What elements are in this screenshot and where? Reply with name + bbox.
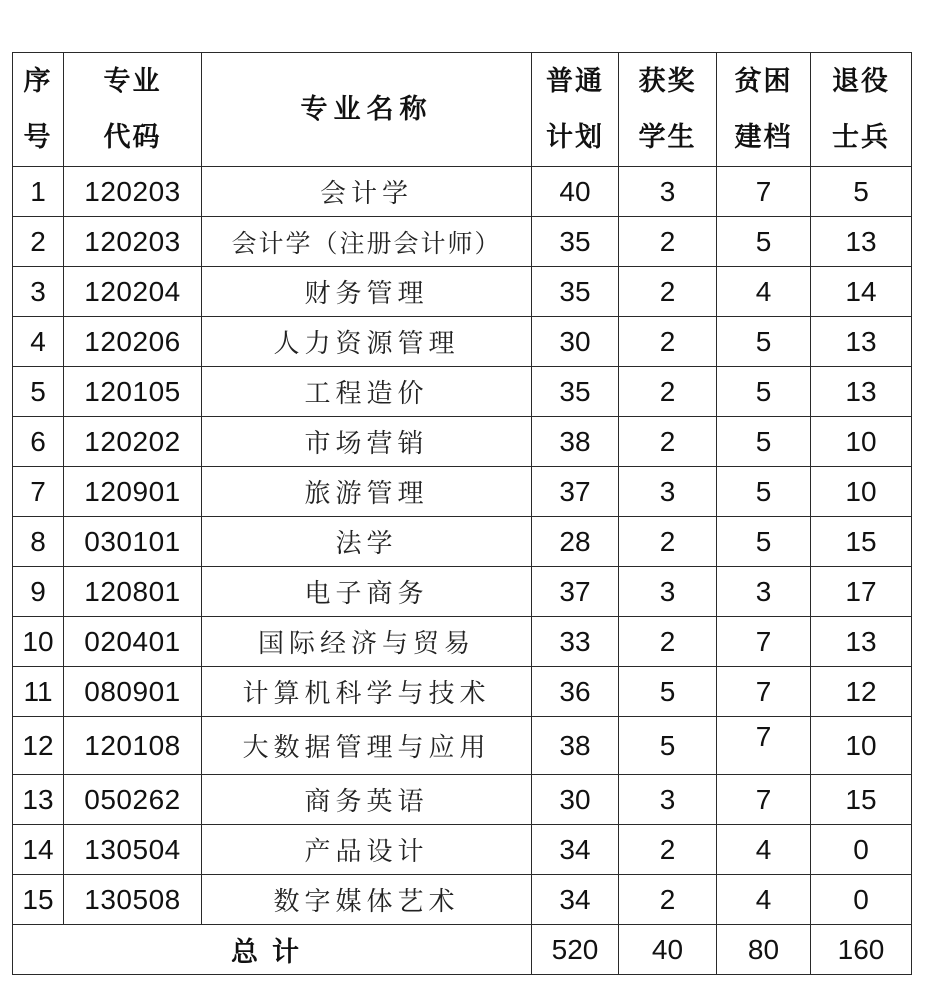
row-major-name: 法学 [202,517,532,567]
row-major-name: 工程造价 [202,367,532,417]
row-award-students: 3 [619,167,717,217]
table-row [13,567,912,617]
row-regular-plan: 35 [532,267,619,317]
header-veterans: 退役 士兵 [811,53,912,167]
total-poverty-registered: 80 [717,925,811,975]
row-regular-plan: 35 [532,217,619,267]
row-seq: 14 [13,825,64,875]
row-seq: 10 [13,617,64,667]
enrollment-plan-table [12,52,912,975]
table-row [13,875,912,925]
row-veterans: 10 [811,417,912,467]
row-veterans: 13 [811,367,912,417]
header-poverty-registered: 贫困 建档 [717,53,811,167]
row-veterans: 0 [811,825,912,875]
row-poverty-registered: 5 [717,367,811,417]
row-award-students: 3 [619,567,717,617]
row-award-students: 3 [619,467,717,517]
row-seq: 11 [13,667,64,717]
row-seq: 7 [13,467,64,517]
table-row [13,467,912,517]
row-poverty-registered: 5 [717,217,811,267]
row-poverty-registered: 5 [717,317,811,367]
table-row [13,517,912,567]
row-regular-plan: 30 [532,775,619,825]
table-row [13,267,912,317]
row-code: 130508 [64,875,202,925]
row-veterans: 14 [811,267,912,317]
row-code: 120901 [64,467,202,517]
header-name: 专业名称 [202,53,532,167]
row-poverty-registered: 3 [717,567,811,617]
row-major-name: 人力资源管理 [202,317,532,367]
total-veterans: 160 [811,925,912,975]
row-regular-plan: 40 [532,167,619,217]
row-regular-plan: 37 [532,467,619,517]
row-code: 120108 [64,717,202,775]
row-regular-plan: 35 [532,367,619,417]
header-regular-plan: 普通 计划 [532,53,619,167]
row-seq: 6 [13,417,64,467]
row-veterans: 10 [811,467,912,517]
row-code: 130504 [64,825,202,875]
row-poverty-registered: 7 [717,717,811,775]
table-row [13,825,912,875]
row-seq: 9 [13,567,64,617]
row-veterans: 12 [811,667,912,717]
table-row [13,367,912,417]
row-veterans: 15 [811,775,912,825]
row-award-students: 3 [619,775,717,825]
table-row [13,217,912,267]
row-code: 120204 [64,267,202,317]
total-award-students: 40 [619,925,717,975]
row-code: 120206 [64,317,202,367]
row-veterans: 13 [811,317,912,367]
row-major-name: 国际经济与贸易 [202,617,532,667]
table-row [13,775,912,825]
row-poverty-registered: 7 [717,617,811,667]
row-major-name: 旅游管理 [202,467,532,517]
row-veterans: 15 [811,517,912,567]
row-major-name: 数字媒体艺术 [202,875,532,925]
row-major-name: 大数据管理与应用 [202,717,532,775]
table-row [13,617,912,667]
row-regular-plan: 30 [532,317,619,367]
row-regular-plan: 34 [532,875,619,925]
header-code: 专业 代码 [64,53,202,167]
row-seq: 3 [13,267,64,317]
header-award-students: 获奖 学生 [619,53,717,167]
row-seq: 1 [13,167,64,217]
row-regular-plan: 36 [532,667,619,717]
row-poverty-registered: 7 [717,667,811,717]
row-regular-plan: 37 [532,567,619,617]
row-award-students: 2 [619,317,717,367]
table-row [13,317,912,367]
row-code: 120202 [64,417,202,467]
row-poverty-registered: 7 [717,775,811,825]
row-regular-plan: 33 [532,617,619,667]
row-poverty-registered: 5 [717,467,811,517]
row-award-students: 2 [619,417,717,467]
row-seq: 2 [13,217,64,267]
row-code: 120801 [64,567,202,617]
total-row [13,925,912,975]
row-veterans: 13 [811,617,912,667]
row-regular-plan: 34 [532,825,619,875]
row-poverty-registered: 4 [717,875,811,925]
row-poverty-registered: 4 [717,825,811,875]
row-award-students: 2 [619,217,717,267]
row-regular-plan: 38 [532,417,619,467]
row-regular-plan: 28 [532,517,619,567]
row-code: 050262 [64,775,202,825]
total-label: 总计 [13,925,532,975]
header-row [13,53,912,167]
table-row [13,167,912,217]
row-code: 120203 [64,217,202,267]
row-code: 030101 [64,517,202,567]
row-major-name: 会计学（注册会计师） [202,217,532,267]
row-poverty-registered: 4 [717,267,811,317]
row-major-name: 产品设计 [202,825,532,875]
row-seq: 5 [13,367,64,417]
total-regular-plan: 520 [532,925,619,975]
row-award-students: 2 [619,875,717,925]
row-veterans: 10 [811,717,912,775]
row-major-name: 计算机科学与技术 [202,667,532,717]
row-major-name: 财务管理 [202,267,532,317]
row-code: 120105 [64,367,202,417]
table-row [13,717,912,775]
row-award-students: 2 [619,617,717,667]
row-award-students: 5 [619,667,717,717]
row-code: 120203 [64,167,202,217]
row-seq: 4 [13,317,64,367]
table-row [13,667,912,717]
row-veterans: 5 [811,167,912,217]
table-row [13,417,912,467]
row-seq: 13 [13,775,64,825]
row-veterans: 13 [811,217,912,267]
row-code: 020401 [64,617,202,667]
row-award-students: 2 [619,267,717,317]
row-award-students: 5 [619,717,717,775]
row-seq: 8 [13,517,64,567]
row-regular-plan: 38 [532,717,619,775]
row-poverty-registered: 7 [717,167,811,217]
row-major-name: 商务英语 [202,775,532,825]
row-major-name: 会计学 [202,167,532,217]
row-seq: 12 [13,717,64,775]
row-award-students: 2 [619,367,717,417]
row-seq: 15 [13,875,64,925]
row-award-students: 2 [619,825,717,875]
row-code: 080901 [64,667,202,717]
row-veterans: 17 [811,567,912,617]
row-veterans: 0 [811,875,912,925]
row-poverty-registered: 5 [717,517,811,567]
header-seq: 序 号 [13,53,64,167]
row-major-name: 电子商务 [202,567,532,617]
row-major-name: 市场营销 [202,417,532,467]
row-poverty-registered: 5 [717,417,811,467]
row-award-students: 2 [619,517,717,567]
